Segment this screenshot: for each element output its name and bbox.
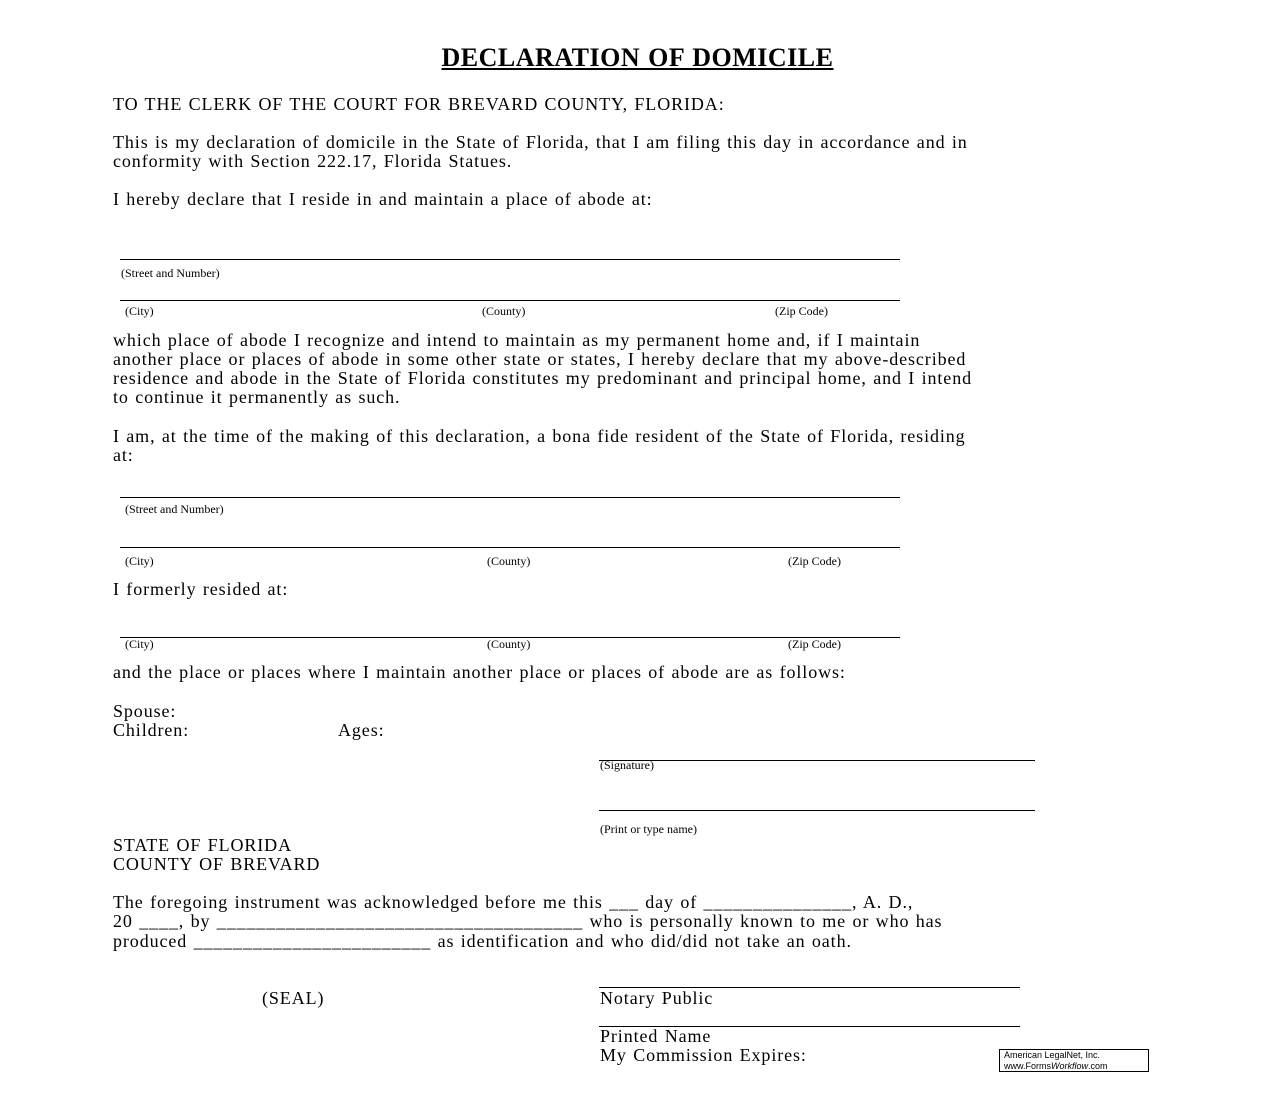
addressee: TO THE CLERK OF THE COURT FOR BREVARD COUNTY, FLORIDA: <box>113 94 725 114</box>
brand-url <box>1004 1061 1148 1072</box>
para4-line: produced ________________________ as identification and who did/did not take an oath. <box>113 931 852 951</box>
para1-line: conformity with Section 222.17, Florida Statues. <box>113 151 513 171</box>
document-title: DECLARATION OF DOMICILE <box>441 43 834 72</box>
county-label: (County) <box>487 554 531 568</box>
brand-name: American LegalNet, Inc. <box>1004 1050 1101 1060</box>
brand-url-part: www.Forms <box>1004 1061 1051 1071</box>
other-places-text: and the place or places where I maintain another place or places of abode are as follows: <box>113 662 846 682</box>
city-label: (City) <box>125 304 154 318</box>
para1-line: This is my declaration of domicile in the State of Florida, that I am filing this day in accordance and in <box>113 132 968 152</box>
county-label: (County) <box>482 304 526 318</box>
para2-line: which place of abode I recognize and intend to maintain as my permanent home and, if I maintain <box>113 330 921 350</box>
signature-line <box>599 760 1035 761</box>
zip-label: (Zip Code) <box>775 304 828 318</box>
notary-label: Notary Public <box>600 988 714 1008</box>
city-line-2 <box>120 547 900 548</box>
para2-line: residence and abode in the State of Florida constitutes my predominant and principal home, and I intend <box>113 368 972 388</box>
spouse-label: Spouse: <box>113 701 177 721</box>
para4-line: 20 ____, by _____________________________________ who is personally known to me or who has <box>113 911 943 931</box>
state-text: STATE OF FLORIDA <box>113 835 292 855</box>
brand-url-part: Workflow <box>1051 1061 1089 1071</box>
ages-label: Ages: <box>338 720 385 740</box>
declare-text: I hereby declare that I reside in and maintain a place of abode at: <box>113 189 653 209</box>
street-label: (Street and Number) <box>125 502 224 516</box>
printed-name-label: Printed Name <box>600 1026 712 1046</box>
publisher-logo <box>999 1049 1149 1072</box>
para2-line: to continue it permanently as such. <box>113 387 401 407</box>
street-line-2 <box>120 497 900 498</box>
seal-text: (SEAL) <box>262 988 325 1008</box>
city-line-1 <box>120 300 900 301</box>
brand-url-part: .com <box>1088 1061 1108 1071</box>
zip-label: (Zip Code) <box>788 554 841 568</box>
print-name-line <box>599 810 1035 811</box>
city-label: (City) <box>125 554 154 568</box>
zip-label: (Zip Code) <box>788 637 841 651</box>
county-label: (County) <box>487 637 531 651</box>
para4-line: The foregoing instrument was acknowledged before me this ___ day of _______________, A. D., <box>113 892 914 912</box>
county-text: COUNTY OF BREVARD <box>113 854 321 874</box>
commission-label: My Commission Expires: <box>600 1045 807 1065</box>
signature-label: (Signature) <box>600 758 654 772</box>
para2-line: another place or places of abode in some other state or states, I hereby declare that my above-described <box>113 349 967 369</box>
para3-line: at: <box>113 445 134 465</box>
city-label: (City) <box>125 637 154 651</box>
formerly-text: I formerly resided at: <box>113 579 289 599</box>
street-label: (Street and Number) <box>121 266 220 280</box>
para3-line: I am, at the time of the making of this declaration, a bona fide resident of the State of Florida, residing <box>113 426 966 446</box>
street-line-1 <box>120 259 900 260</box>
children-label: Children: <box>113 720 190 740</box>
print-name-label: (Print or type name) <box>600 822 697 836</box>
